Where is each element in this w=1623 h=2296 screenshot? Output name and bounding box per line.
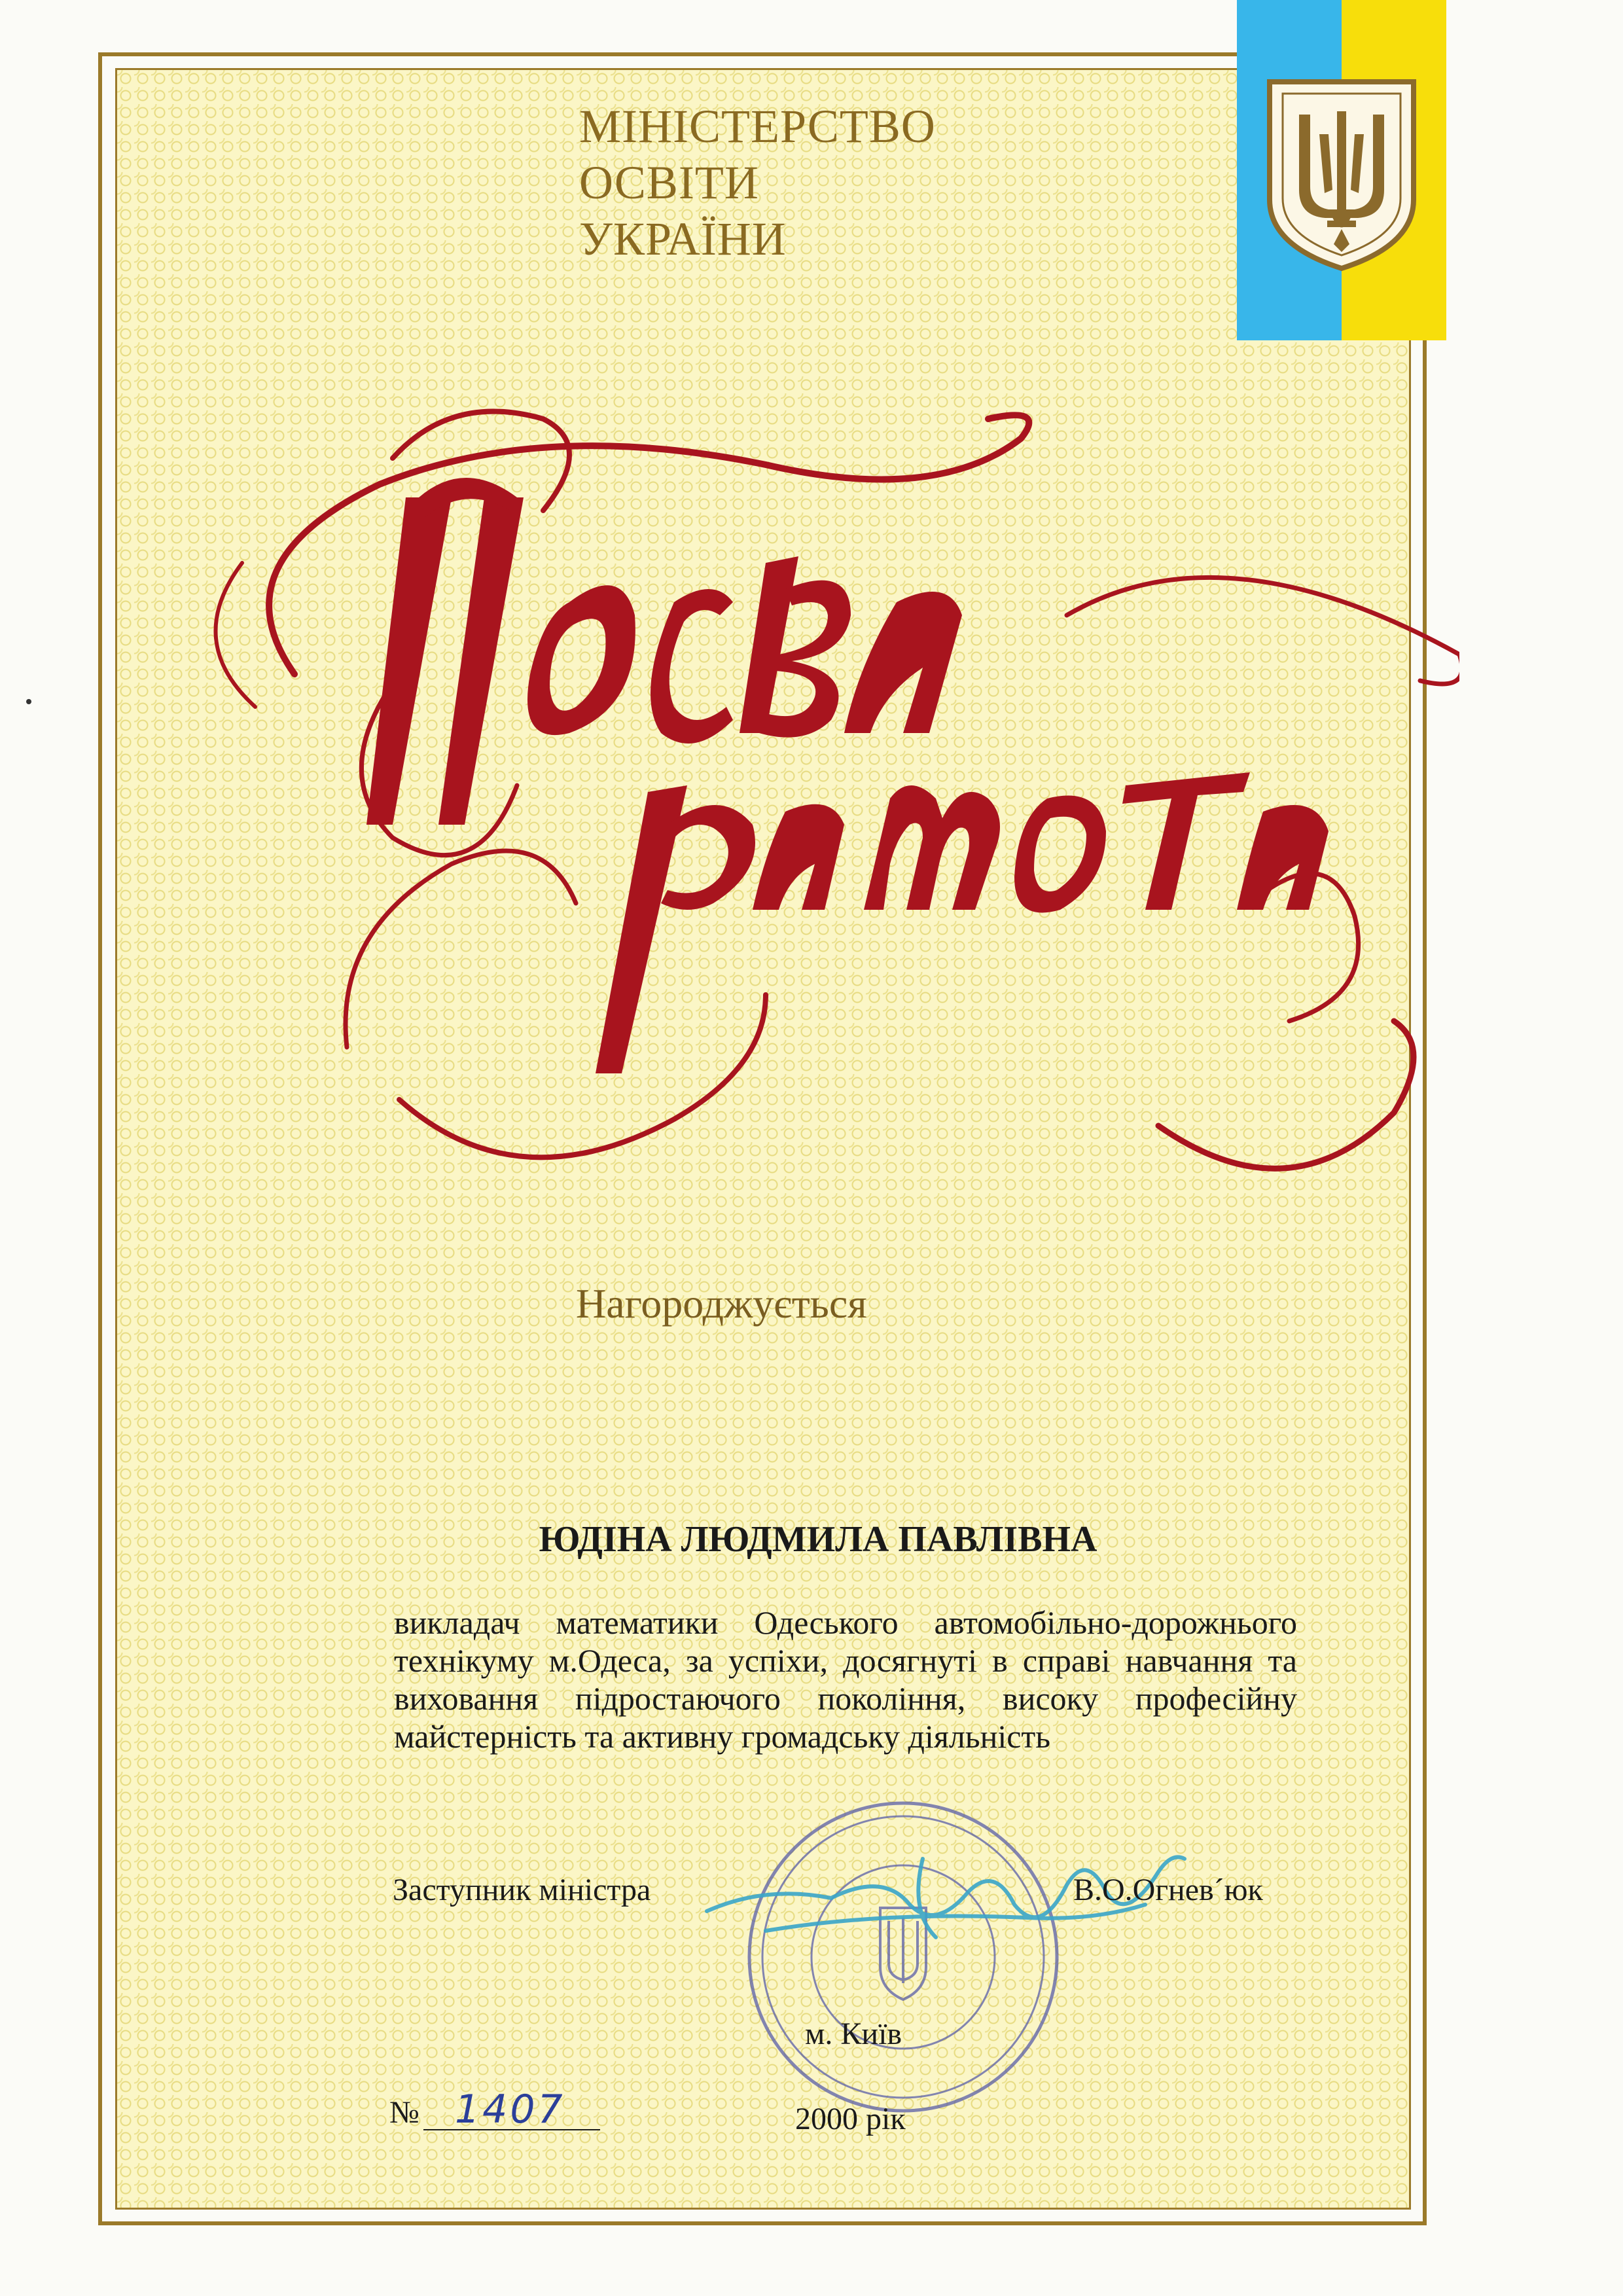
award-reason: викладач математики Одеського автомобільно-дорожнього технікуму м.Одеса, за успіхи, досягнуті в справі навчання та виховання підростаючого покоління, високу професійну майстерність та активну громадську діяльність: [394, 1604, 1297, 1755]
trident-emblem-icon: [1263, 75, 1420, 272]
ministry-line-2: ОСВІТИ: [579, 156, 759, 209]
number-sign: №: [389, 2095, 419, 2130]
issue-city: м. Київ: [805, 2017, 902, 2051]
ministry-line-3: УКРАЇНИ: [579, 213, 787, 265]
number-handwritten: 1407: [455, 2087, 565, 2132]
signer-name: В.О.Огнев´юк: [1073, 1873, 1263, 1907]
awarded-label: Нагороджується: [576, 1280, 867, 1327]
calligraphic-title: [177, 367, 1459, 1244]
issue-year: 2000 рік: [795, 2102, 906, 2136]
certificate-number: [389, 2087, 600, 2132]
ukraine-flag-ribbon: [1237, 0, 1446, 340]
deputy-minister-label: Заступник міністра: [393, 1873, 651, 1907]
ministry-heading: [579, 98, 1103, 267]
scan-speck: [26, 699, 31, 704]
ministry-line-1: МІНІСТЕРСТВО: [579, 100, 936, 152]
recipient-name: ЮДІНА ЛЮДМИЛА ПАВЛІВНА: [539, 1519, 1097, 1560]
